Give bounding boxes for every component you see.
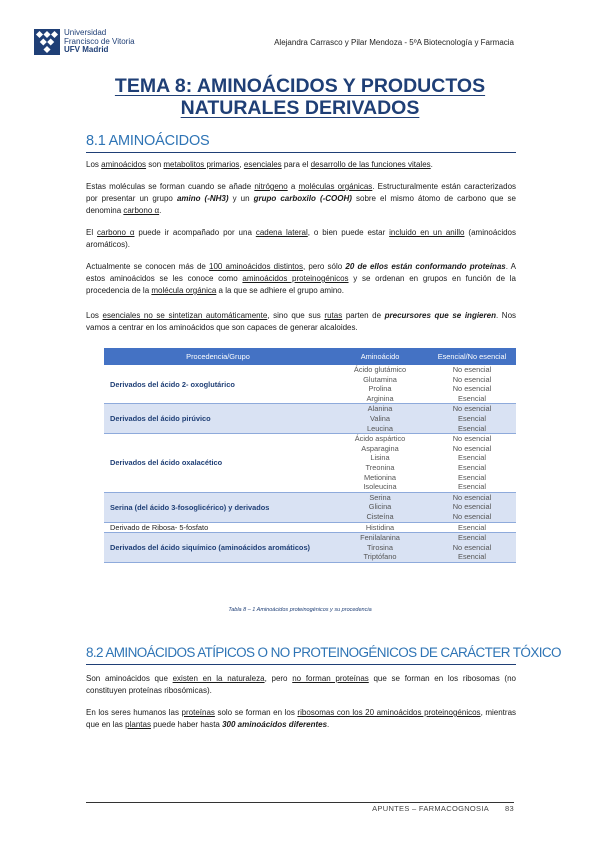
- amino-acid: Cisteína: [366, 511, 394, 521]
- table-header-row: [104, 348, 516, 365]
- essential-status: No esencial: [452, 511, 492, 521]
- essential-status: Esencial: [458, 453, 486, 463]
- amino-acid: Leucina: [367, 423, 393, 433]
- essential-status: No esencial: [452, 492, 492, 502]
- amino-acid: Fenilalanina: [360, 533, 400, 543]
- table-row: [104, 365, 516, 404]
- group-name: Derivados del ácido siquímico (aminoácidos aromáticos): [104, 533, 332, 563]
- page-title: [0, 75, 600, 119]
- amino-acid: Prolina: [368, 384, 392, 394]
- amino-acid: Alanina: [367, 404, 393, 414]
- page-number: 83: [505, 804, 514, 813]
- status-list: [428, 404, 516, 434]
- footer-divider: [86, 802, 514, 803]
- essential-status: No esencial: [452, 374, 492, 384]
- logo-emblem-icon: [34, 29, 60, 55]
- essential-status: Esencial: [458, 472, 486, 482]
- status-list: [428, 434, 516, 493]
- amino-list: [332, 404, 428, 434]
- paragraph: Actualmente se conocen más de 100 aminoácidos distintos, pero sólo 20 de ellos están conformando proteínas. A estos aminoácidos se les conoce como aminoácidos proteinogénicos y se ordenan en grupos en función de la procedencia de la molécula orgánica a la que se adhiere el grupo amino.: [86, 262, 517, 295]
- logo-line-3: UFV Madrid: [64, 45, 109, 54]
- header-group: Procedencia/Grupo: [104, 348, 332, 365]
- table-row: [104, 533, 516, 563]
- amino-acid: Arginina: [366, 393, 394, 403]
- paragraph: Los aminoácidos son metabolitos primarios, esenciales para el desarrollo de las funciones vitales.: [86, 160, 433, 169]
- header-status: Esencial/No esencial: [428, 348, 516, 365]
- amino-acid-table: [104, 348, 516, 563]
- logo-text: [64, 29, 135, 55]
- paragraph: Los esenciales no se sintetizan automáticamente, sino que sus rutas parten de precursores que se ingieren. Nos vamos a centrar en los aminoácidos que son capaces de generar alcaloides.: [86, 311, 517, 332]
- essential-status: Esencial: [458, 393, 486, 403]
- table-row: [104, 404, 516, 434]
- essential-status: No esencial: [452, 443, 492, 453]
- amino-list: [332, 492, 428, 522]
- section-divider: [86, 664, 516, 665]
- essential-status: Esencial: [458, 552, 486, 562]
- amino-acid: Histidina: [365, 522, 395, 532]
- paragraph: En los seres humanos las proteínas solo se forman en los ribosomas con los 20 aminoácidos proteinogénicos, mientras que en las plantas puede haber hasta 300 aminoácidos diferentes.: [86, 708, 517, 729]
- essential-status: No esencial: [452, 434, 492, 444]
- amino-acid: Glutamina: [363, 374, 397, 384]
- section-heading-8-1: 8.1 AMINOÁCIDOS: [86, 133, 210, 149]
- title-line-2: NATURALES DERIVADOS: [180, 97, 420, 119]
- amino-acid: Ácido glutámico: [353, 365, 407, 374]
- essential-status: Esencial: [458, 522, 486, 532]
- footer: [356, 804, 514, 813]
- group-name: Derivados del ácido oxalacético: [104, 434, 332, 493]
- essential-status: Esencial: [458, 482, 486, 492]
- paragraph: Son aminoácidos que existen en la naturaleza, pero no forman proteínas que se forman en los ribosomas (no constituyen proteínas ribosómicas).: [86, 674, 516, 695]
- essential-status: No esencial: [452, 502, 492, 512]
- logo-line-2: Francisco de Vitoria: [64, 36, 135, 46]
- group-name: Derivado de Ribosa- 5-fosfato: [104, 522, 332, 533]
- amino-acid: Valina: [370, 413, 390, 423]
- amino-acid: Ácido aspártico: [354, 434, 406, 444]
- amino-list: [332, 522, 428, 533]
- amino-list: [332, 434, 428, 493]
- status-list: [428, 533, 516, 563]
- group-name: Serina (del ácido 3-fosoglicérico) y derivados: [104, 492, 332, 522]
- status-list: [428, 522, 516, 533]
- table-caption: Tabla 8 – 1 Aminoácidos proteinogénicos y su procedencia: [228, 607, 372, 613]
- table-row: [104, 434, 516, 493]
- status-list: [428, 492, 516, 522]
- amino-acid: Asparagina: [361, 443, 399, 453]
- university-logo: [34, 29, 164, 57]
- footer-label: APUNTES – FARMACOGNOSIA: [372, 804, 490, 813]
- amino-acid: Glicina: [368, 502, 392, 512]
- amino-acid: Triptófano: [363, 552, 397, 562]
- essential-status: No esencial: [452, 404, 492, 414]
- essential-status: Esencial: [458, 462, 486, 472]
- essential-status: No esencial: [452, 365, 492, 374]
- section-heading-8-2: 8.2 AMINOÁCIDOS ATÍPICOS O NO PROTEINOGÉNICOS DE CARÁCTER TÓXICO: [86, 645, 561, 660]
- logo-line-1: Universidad: [64, 28, 107, 37]
- amino-list: [332, 365, 428, 404]
- amino-list: [332, 533, 428, 563]
- amino-acid: Tirosina: [366, 542, 393, 552]
- amino-acid: Treonina: [365, 462, 395, 472]
- essential-status: Esencial: [458, 533, 486, 543]
- paragraph: El carbono α puede ir acompañado por una cadena lateral, o bien puede estar incluido en un anillo (aminoácidos aromáticos).: [86, 228, 516, 249]
- amino-acid: Isoleucina: [363, 482, 397, 492]
- essential-status: No esencial: [452, 384, 492, 394]
- essential-status: Esencial: [458, 413, 486, 423]
- header-amino: Aminoácido: [332, 348, 428, 365]
- amino-acid: Metionina: [363, 472, 397, 482]
- title-line-1: TEMA 8: AMINOÁCIDOS Y PRODUCTOS: [114, 75, 486, 97]
- amino-acid: Serina: [369, 492, 391, 502]
- group-name: Derivados del ácido 2- oxoglutárico: [104, 365, 332, 404]
- author-line: Alejandra Carrasco y Pilar Mendoza - 5ºA Biotecnología y Farmacia: [274, 38, 514, 47]
- table-row: [104, 522, 516, 533]
- group-name: Derivados del ácido pirúvico: [104, 404, 332, 434]
- table-row: [104, 492, 516, 522]
- paragraph: Estas moléculas se forman cuando se añade nitrógeno a moléculas orgánicas. Estructuralmente están caracterizados por presentar un grupo amino (-NH3) y un grupo carboxilo (-COOH) sobre el mismo átomo de carbono que se denomina carbono α.: [86, 182, 517, 215]
- status-list: [428, 365, 516, 404]
- section-divider: [86, 152, 516, 153]
- essential-status: Esencial: [458, 423, 486, 433]
- essential-status: No esencial: [452, 542, 492, 552]
- amino-acid: Lisina: [370, 453, 390, 463]
